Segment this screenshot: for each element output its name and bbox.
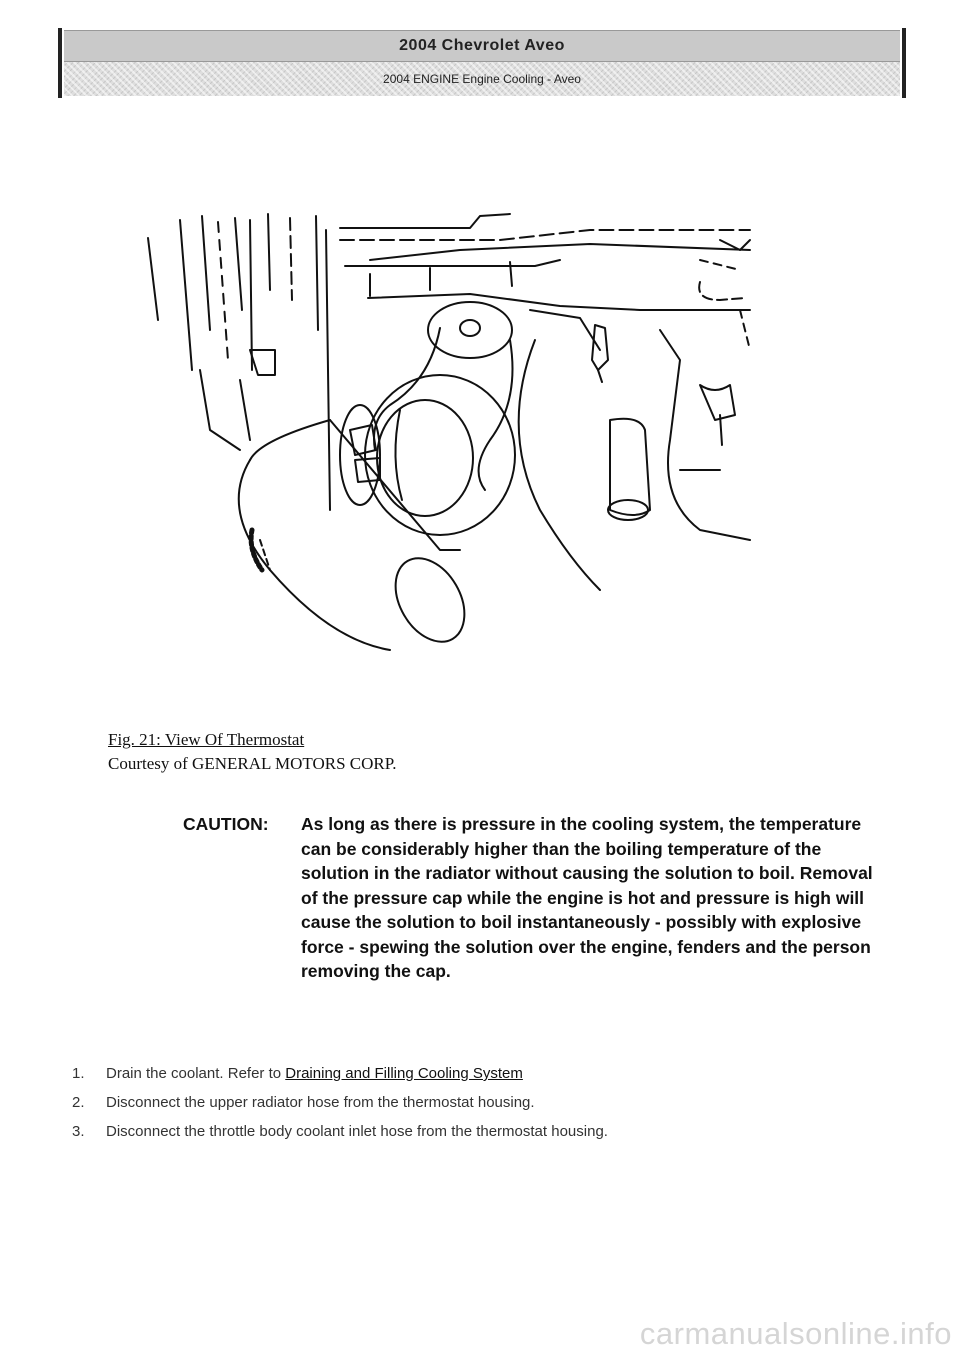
- step-text: Disconnect the upper radiator hose from the thermostat housing.: [106, 1094, 535, 1111]
- thermostat-illustration: [140, 210, 760, 690]
- document-subtitle: 2004 ENGINE Engine Cooling - Aveo: [64, 62, 900, 96]
- figure-caption-block: [108, 728, 397, 776]
- header-left-rule: [58, 28, 62, 98]
- watermark: carmanualsonline.info: [639, 1316, 952, 1351]
- step-number: 2.: [72, 1094, 85, 1111]
- list-item: [72, 1093, 892, 1122]
- caution-label: CAUTION:: [183, 814, 269, 834]
- caution-text: As long as there is pressure in the cooling system, the temperature can be considerably higher than the boiling temperature of the solution in the radiator without causing the solution to boil. Removal of the pressure cap while the engine is hot and pressure is high will cause the solution to boil instantaneously - possibly with explosive force - spewing the solution over the engine, fenders and the person removing the cap.: [301, 814, 873, 981]
- step-text: Drain the coolant. Refer to: [106, 1065, 286, 1082]
- page-header: [58, 28, 906, 98]
- draining-filling-link[interactable]: Draining and Filling Cooling System: [285, 1065, 523, 1082]
- list-item: [72, 1064, 892, 1093]
- header-right-rule: [902, 28, 906, 98]
- procedure-steps: [72, 1064, 892, 1151]
- figure-credit: Courtesy of GENERAL MOTORS CORP.: [108, 754, 397, 773]
- figure-title: Fig. 21: View Of Thermostat: [108, 730, 305, 749]
- step-text: Disconnect the throttle body coolant inlet hose from the thermostat housing.: [106, 1123, 608, 1140]
- step-number: 1.: [72, 1065, 85, 1082]
- step-number: 3.: [72, 1123, 85, 1140]
- list-item: [72, 1122, 892, 1151]
- document-title: 2004 Chevrolet Aveo: [64, 30, 900, 62]
